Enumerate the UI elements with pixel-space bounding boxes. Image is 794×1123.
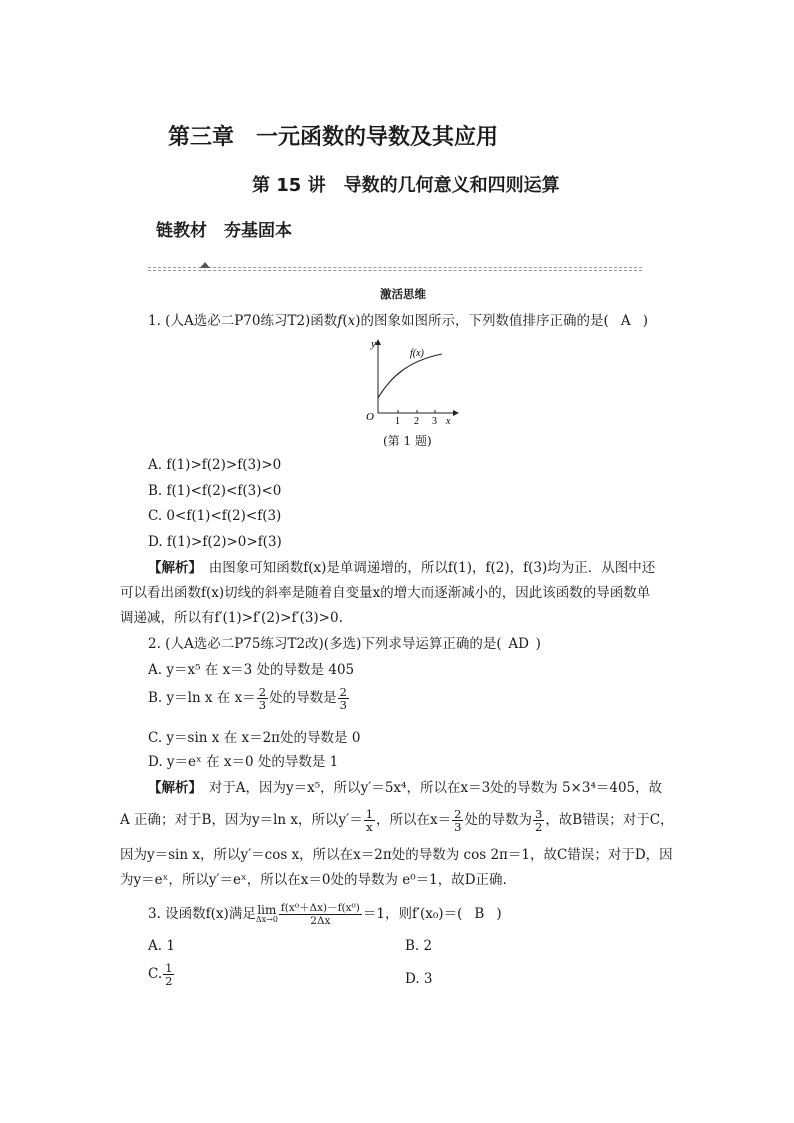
q2-analysis-line-2: A 正确；对于B，因为y＝ln x，所以y′＝ $\frac{1}{x}$ ，所以在x＝ $\frac{2}{3}$ 处的导数为 $\frac{3}{2}$ ，故B错误；对于C， <box>120 807 674 834</box>
q2-option-b: B. y＝ln x 在 x＝ $\frac{2}{3}$ 处的导数是 $\frac{2}{3}$ <box>148 685 347 712</box>
q2-analysis-line-1: 【解析】 对于A，因为y＝x⁵，所以y′＝5x⁴，所以在x＝3处的导数为 5×3⁴＝405，故 <box>148 780 663 796</box>
sub-heading: 激活思维 <box>380 287 426 301</box>
q1-stem: 1. (人A选必二P70练习T2)函数f(x)的图象如图所示，下列数值排序正确的是( A ) <box>148 313 649 329</box>
divider-marker-icon <box>200 262 210 268</box>
x-tick-2: 2 <box>414 416 419 427</box>
section-divider-top <box>148 267 642 268</box>
q1-figure-caption: (第 1 题) <box>383 434 432 448</box>
section-title: 链教材 夯基固本 <box>156 221 292 241</box>
q3-option-c: C. $\frac{1}{2}$ <box>148 961 173 988</box>
q1-analysis-line-2: 可以看出函数f(x)切线的斜率是随着自变量x的增大而逐渐减小的，因此该函数的导函数单 <box>120 585 651 601</box>
q1-analysis-label: 【解析】 <box>148 560 196 576</box>
q1-figure <box>362 338 462 430</box>
y-axis-label: y <box>371 338 376 350</box>
chapter-title: 第三章 一元函数的导数及其应用 <box>168 125 499 150</box>
x-axis-label: x <box>446 416 451 427</box>
q2-analysis-label: 【解析】 <box>148 780 196 796</box>
q3-answer: B <box>474 906 485 922</box>
q1-option-d: D. f(1)>f(2)>0>f(3) <box>148 534 282 550</box>
q2-answer: AD <box>508 636 529 652</box>
x-tick-1: 1 <box>395 416 400 427</box>
curve-label: f(x) <box>410 348 424 359</box>
q2-stem: 2. (人A选必二P75练习T2改)(多选)下列求导运算正确的是( AD ) <box>148 636 541 652</box>
q3-option-a: A. 1 <box>148 938 175 954</box>
q3-option-b: B. 2 <box>405 938 433 954</box>
q1-answer: A <box>620 313 631 329</box>
q2-analysis-line-4: 为y＝eˣ，所以y′＝eˣ，所以在x＝0处的导数为 e⁰＝1，故D正确. <box>120 872 507 888</box>
q2-option-a: A. y＝x⁵ 在 x＝3 处的导数是 405 <box>148 662 355 678</box>
q1-option-b: B. f(1)<f(2)<f(3)<0 <box>148 483 282 499</box>
q3-option-d: D. 3 <box>405 971 433 987</box>
q1-analysis-line-3: 调递减，所以有f′(1)>f′(2)>f′(3)>0. <box>120 610 343 626</box>
q2-option-d: D. y＝eˣ 在 x＝0 处的导数是 1 <box>148 754 339 770</box>
x-tick-3: 3 <box>432 416 437 427</box>
q2-analysis-line-3: 因为y＝sin x，所以y′＝cos x，所以在x＝2π处的导数为 cos 2π＝1，故C错误；对于D，因 <box>120 847 673 863</box>
fx-curve <box>378 354 442 398</box>
lecture-title: 第 15 讲 导数的几何意义和四则运算 <box>252 175 560 196</box>
q1-option-a: A. f(1)>f(2)>f(3)>0 <box>148 457 282 473</box>
q1-option-c: C. 0<f(1)<f(2)<f(3) <box>148 508 282 524</box>
origin-label: O <box>366 411 374 423</box>
q2-option-c: C. y＝sin x 在 x＝2π处的导数是 0 <box>148 730 361 746</box>
q3-stem: 3. 设函数f(x)满足 lim Δx→0 $\frac{\text{f(x⁰＋Δx)－f(x⁰)}}{2\Delta x}$ ＝1，则f′(x₀)＝( B ) <box>148 902 502 927</box>
section-divider-bottom <box>148 270 642 271</box>
q1-analysis-line-1: 【解析】 由图象可知函数f(x)是单调递增的，所以f(1)，f(2)，f(3)均为正．从图中还 <box>148 560 656 576</box>
